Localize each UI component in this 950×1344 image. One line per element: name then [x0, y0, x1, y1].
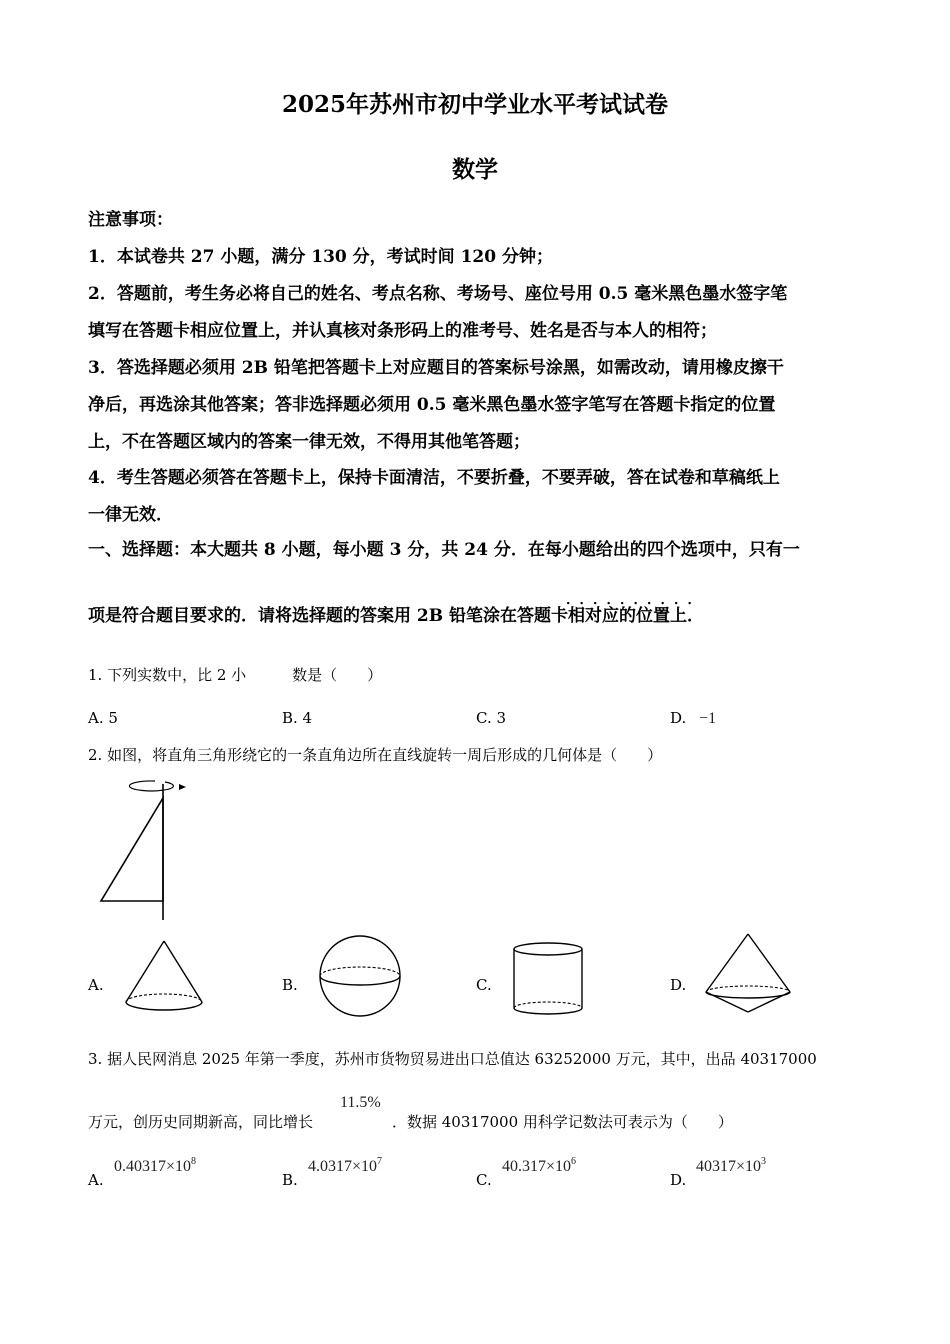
- question-1-option-d[interactable]: [670, 709, 716, 728]
- notes-line-6: 上，不在答题区域内的答案一律无效，不得用其他笔答题；: [88, 432, 530, 452]
- question-3-option-b-value[interactable]: [308, 1156, 382, 1176]
- question-1-option-a[interactable]: A. 5: [88, 709, 118, 727]
- exam-title: 2025年苏州市初中学业水平考试试卷: [281, 91, 668, 118]
- notes-line-4: 3．答选择题必须用 2B 铅笔把答题卡上对应题目的答案标号涂黑，如需改动，请用橡皮擦干: [88, 358, 784, 378]
- notes-heading: 注意事项：: [88, 210, 173, 230]
- question-2-stem: 2. 如图，将直角三角形绕它的一条直角边所在直线旋转一周后形成的几何体是（ ）: [88, 746, 663, 764]
- question-2-option-d-label[interactable]: D.: [670, 976, 687, 994]
- question-2-option-a-label[interactable]: A.: [88, 976, 104, 994]
- notes-line-2: 2．答题前，考生务必将自己的姓名、考点名称、考场号、座位号用 0.5 毫米黑色墨水签字笔: [88, 284, 788, 304]
- double-cone-icon[interactable]: [702, 930, 794, 1016]
- question-3-option-d-exponent: 3: [761, 1156, 767, 1167]
- question-3-option-c-value[interactable]: [502, 1156, 576, 1176]
- cylinder-icon[interactable]: [510, 940, 586, 1018]
- question-1-stem-end: 数是（ ）: [292, 666, 383, 684]
- section-1-line-1: 一、选择题：本大题共 8 小题，每小题 3 分，共 24 分．在每小题给出的四个选项中，只有一: [88, 540, 800, 560]
- growth-percent: 11.5%: [340, 1094, 381, 1111]
- question-3-option-a-label[interactable]: A.: [88, 1171, 104, 1189]
- question-2-option-b-label[interactable]: B.: [282, 976, 298, 994]
- question-3-option-d-value[interactable]: [696, 1156, 766, 1176]
- question-3-option-b-mantissa: 4.0317×10: [308, 1158, 378, 1175]
- notes-line-5: 净后，再选涂其他答案；答非选择题必须用 0.5 毫米黑色墨水签字笔写在答题卡指定的位置: [88, 395, 776, 415]
- notes-line-3: 填写在答题卡相应位置上，并认真核对条形码上的准考号、姓名是否与本人的相符；: [88, 321, 717, 341]
- question-3-option-a-mantissa: 0.40317×10: [114, 1158, 192, 1175]
- question-1-option-b[interactable]: B. 4: [282, 709, 313, 727]
- question-3-option-d-label[interactable]: D.: [670, 1171, 687, 1189]
- question-1-option-d-label: D.: [670, 709, 687, 727]
- notes-line-7: 4．考生答题必须答在答题卡上，保持卡面清洁，不要折叠，不要弄破，答在试卷和草稿纸上: [88, 468, 780, 488]
- emphasis-dots: ．．．．．．．．．．: [566, 592, 708, 608]
- question-1-option-c[interactable]: C. 3: [476, 709, 507, 727]
- question-3-option-c-mantissa: 40.317×10: [502, 1158, 572, 1175]
- question-2-option-c-label[interactable]: C.: [476, 976, 492, 994]
- question-3-stem-line-1: 3. 据人民网消息 2025 年第一季度，苏州市货物贸易进出口总值达 63252000 万元，其中，出品 40317000: [88, 1050, 817, 1068]
- question-3-option-d-mantissa: 40317×10: [696, 1158, 762, 1175]
- question-3-option-c-exponent: 6: [571, 1156, 577, 1167]
- question-1-stem-start: 1. 下列实数中，比 2 小: [88, 666, 247, 684]
- question-3-stem-line-2-end: ．数据 40317000 用科学记数法可表示为（ ）: [392, 1113, 733, 1131]
- question-3-option-a-exponent: 8: [191, 1156, 197, 1167]
- question-1-option-d-value: −1: [699, 710, 717, 727]
- sphere-icon[interactable]: [316, 934, 404, 1018]
- question-3-option-a-value[interactable]: [114, 1156, 196, 1176]
- question-3-stem-line-2-start: 万元，创历史同期新高，同比增长: [88, 1113, 314, 1131]
- question-3-option-c-label[interactable]: C.: [476, 1171, 492, 1189]
- question-1-stem: [88, 664, 382, 685]
- rotating-triangle-figure: [95, 778, 195, 923]
- notes-line-8: 一律无效．: [88, 505, 173, 525]
- question-3-option-b-exponent: 7: [377, 1156, 383, 1167]
- section-1-line-2: 项是符合题目要求的．请将选择题的答案用 2B 铅笔涂在答题卡相对应的位置上．: [88, 606, 705, 626]
- cone-icon[interactable]: [122, 937, 206, 1015]
- notes-line-1: 1．本试卷共 27 小题，满分 130 分，考试时间 120 分钟；: [88, 247, 553, 267]
- question-3-option-b-label[interactable]: B.: [282, 1171, 298, 1189]
- subject-title: 数学: [452, 156, 498, 183]
